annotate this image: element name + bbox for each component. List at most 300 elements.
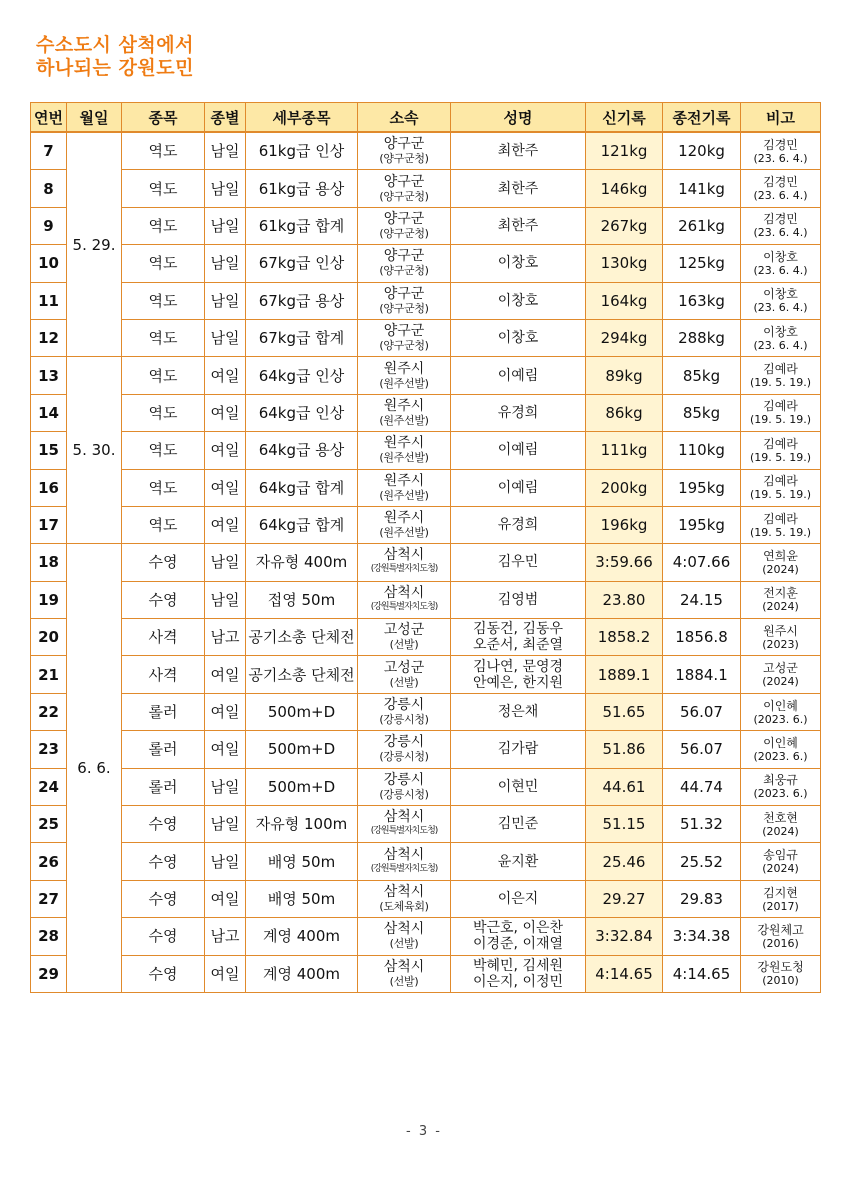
- row-category: 여일: [205, 357, 246, 394]
- row-sport: 역도: [122, 506, 205, 543]
- row-sport: 수영: [122, 918, 205, 955]
- row-no: 18: [31, 544, 67, 581]
- remark-holder: 연희윤: [763, 548, 798, 563]
- row-sport: 역도: [122, 282, 205, 319]
- row-sport: 역도: [122, 170, 205, 207]
- row-prev-record: 195kg: [663, 469, 741, 506]
- row-new-record: 51.65: [586, 693, 663, 730]
- remark-date: (2010): [762, 974, 799, 988]
- header-sport: 종목: [122, 103, 205, 133]
- row-new-record: 121kg: [586, 132, 663, 170]
- team-affiliation: (선발): [389, 937, 419, 951]
- row-new-record: 23.80: [586, 581, 663, 618]
- row-event: 자유형 400m: [246, 544, 358, 581]
- row-athlete: [451, 357, 586, 394]
- row-event: 67kg급 합계: [246, 319, 358, 356]
- table-row: [31, 506, 821, 543]
- row-sport: 사격: [122, 656, 205, 693]
- table-row: [31, 170, 821, 207]
- row-remark: [741, 282, 821, 319]
- table-row: [31, 768, 821, 805]
- row-team: [358, 319, 451, 356]
- remark-date: (19. 5. 19.): [749, 376, 812, 390]
- remark-date: (19. 5. 19.): [749, 525, 812, 539]
- row-category: 남고: [205, 918, 246, 955]
- row-new-record: 86kg: [586, 394, 663, 431]
- table-header-row: [31, 103, 821, 133]
- row-prev-record: 25.52: [663, 843, 741, 880]
- row-sport: 역도: [122, 319, 205, 356]
- remark-date: (23. 6. 4.): [753, 151, 808, 165]
- row-athlete: [451, 843, 586, 880]
- row-sport: 역도: [122, 394, 205, 431]
- team-affiliation: (강원특별자치도청): [370, 863, 438, 874]
- row-category: 남일: [205, 245, 246, 282]
- team-name: 양구군: [383, 136, 425, 153]
- row-category: 여일: [205, 469, 246, 506]
- row-prev-record: 85kg: [663, 394, 741, 431]
- table-row: [31, 918, 821, 955]
- row-no: 23: [31, 731, 67, 768]
- remark-holder: 김예라: [763, 436, 798, 451]
- table-row: [31, 245, 821, 282]
- row-new-record: 25.46: [586, 843, 663, 880]
- team-name: 원주시: [383, 510, 425, 527]
- athlete-name: 최한주: [497, 217, 539, 234]
- remark-holder: 송임규: [763, 848, 798, 863]
- row-event: 64kg급 합계: [246, 469, 358, 506]
- row-date: 5. 30.: [67, 357, 122, 544]
- row-event: 배영 50m: [246, 843, 358, 880]
- table-row: [31, 544, 821, 581]
- row-date: 6. 6.: [67, 544, 122, 993]
- row-no: 29: [31, 955, 67, 992]
- athlete-name: 김가람: [497, 741, 539, 758]
- athlete-name: 이창호: [497, 292, 539, 309]
- row-remark: [741, 843, 821, 880]
- remark-holder: 이창호: [763, 324, 798, 339]
- row-athlete: [451, 619, 586, 656]
- row-remark: [741, 656, 821, 693]
- row-no: 20: [31, 619, 67, 656]
- row-athlete: [451, 918, 586, 955]
- row-team: [358, 880, 451, 917]
- remark-holder: 김경민: [763, 175, 798, 190]
- team-name: 양구군: [383, 323, 425, 340]
- row-team: [358, 282, 451, 319]
- row-team: [358, 207, 451, 244]
- row-athlete: [451, 394, 586, 431]
- row-remark: [741, 693, 821, 730]
- row-team: [358, 469, 451, 506]
- remark-date: (2023. 6.): [753, 749, 808, 763]
- row-prev-record: 120kg: [663, 132, 741, 170]
- table-row: [31, 132, 821, 170]
- row-athlete: [451, 693, 586, 730]
- table-row: [31, 656, 821, 693]
- row-event: 500m+D: [246, 693, 358, 730]
- remark-date: (23. 6. 4.): [753, 263, 808, 277]
- row-prev-record: 29.83: [663, 880, 741, 917]
- row-event: 접영 50m: [246, 581, 358, 618]
- row-event: 64kg급 인상: [246, 394, 358, 431]
- row-remark: [741, 132, 821, 170]
- team-name: 고성군: [383, 622, 425, 639]
- team-name: 강릉시: [383, 697, 425, 714]
- row-category: 여일: [205, 955, 246, 992]
- row-category: 남일: [205, 170, 246, 207]
- athlete-name: 최한주: [497, 180, 539, 197]
- remark-holder: 이인혜: [763, 698, 798, 713]
- row-prev-record: 51.32: [663, 806, 741, 843]
- row-prev-record: 4:07.66: [663, 544, 741, 581]
- row-prev-record: 85kg: [663, 357, 741, 394]
- remark-date: (23. 6. 4.): [753, 189, 808, 203]
- row-new-record: 51.86: [586, 731, 663, 768]
- remark-date: (19. 5. 19.): [749, 413, 812, 427]
- row-prev-record: 3:34.38: [663, 918, 741, 955]
- row-team: [358, 132, 451, 170]
- remark-holder: 이창호: [763, 287, 798, 302]
- remark-holder: 원주시: [763, 623, 798, 638]
- table-row: [31, 357, 821, 394]
- row-sport: 역도: [122, 469, 205, 506]
- athlete-name: 이창호: [497, 330, 539, 347]
- row-event: 64kg급 인상: [246, 357, 358, 394]
- row-new-record: 200kg: [586, 469, 663, 506]
- row-new-record: 44.61: [586, 768, 663, 805]
- row-team: [358, 731, 451, 768]
- row-sport: 사격: [122, 619, 205, 656]
- row-sport: 롤러: [122, 768, 205, 805]
- row-no: 15: [31, 432, 67, 469]
- row-team: [358, 544, 451, 581]
- table-row: [31, 806, 821, 843]
- row-team: [358, 581, 451, 618]
- header-name: 성명: [451, 103, 586, 133]
- team-affiliation: (원주선발): [379, 413, 429, 427]
- athlete-name: 이창호: [497, 255, 539, 272]
- athlete-name: 최한주: [497, 143, 539, 160]
- row-no: 19: [31, 581, 67, 618]
- athlete-name: 김영범: [497, 591, 539, 608]
- table-row: [31, 955, 821, 992]
- row-event: 67kg급 인상: [246, 245, 358, 282]
- row-prev-record: 1856.8: [663, 619, 741, 656]
- row-athlete: [451, 955, 586, 992]
- row-event: 계영 400m: [246, 918, 358, 955]
- row-prev-record: 56.07: [663, 731, 741, 768]
- team-affiliation: (양구군청): [379, 339, 429, 353]
- team-affiliation: (원주선발): [379, 451, 429, 465]
- row-team: [358, 619, 451, 656]
- row-athlete: [451, 581, 586, 618]
- remark-date: (23. 6. 4.): [753, 226, 808, 240]
- row-category: 여일: [205, 394, 246, 431]
- header-team: 소속: [358, 103, 451, 133]
- row-new-record: 164kg: [586, 282, 663, 319]
- row-remark: [741, 432, 821, 469]
- row-category: 여일: [205, 731, 246, 768]
- team-name: 삼척시: [383, 809, 425, 826]
- row-prev-record: 288kg: [663, 319, 741, 356]
- team-name: 고성군: [383, 659, 425, 676]
- row-team: [358, 170, 451, 207]
- remark-holder: 천호현: [763, 810, 798, 825]
- team-name: 삼척시: [383, 921, 425, 938]
- team-name: 삼척시: [383, 584, 425, 601]
- row-category: 남일: [205, 806, 246, 843]
- row-no: 8: [31, 170, 67, 207]
- remark-date: (2016): [762, 936, 799, 950]
- row-no: 24: [31, 768, 67, 805]
- row-remark: [741, 544, 821, 581]
- row-sport: 역도: [122, 245, 205, 282]
- remark-date: (23. 6. 4.): [753, 338, 808, 352]
- remark-holder: 김예라: [763, 474, 798, 489]
- slogan-line-1: 수소도시 삼척에서: [36, 34, 194, 56]
- team-name: 원주시: [383, 435, 425, 452]
- row-sport: 수영: [122, 880, 205, 917]
- row-sport: 수영: [122, 581, 205, 618]
- row-no: 16: [31, 469, 67, 506]
- row-prev-record: 261kg: [663, 207, 741, 244]
- row-prev-record: 4:14.65: [663, 955, 741, 992]
- row-new-record: 89kg: [586, 357, 663, 394]
- row-event: 61kg급 용상: [246, 170, 358, 207]
- row-athlete: [451, 880, 586, 917]
- row-athlete: [451, 656, 586, 693]
- team-affiliation: (양구군청): [379, 301, 429, 315]
- table-row: [31, 581, 821, 618]
- row-sport: 수영: [122, 955, 205, 992]
- row-remark: [741, 581, 821, 618]
- row-new-record: 29.27: [586, 880, 663, 917]
- page-number: - 3 -: [406, 1124, 442, 1139]
- row-sport: 수영: [122, 843, 205, 880]
- row-sport: 롤러: [122, 693, 205, 730]
- row-prev-record: 163kg: [663, 282, 741, 319]
- slogan-logo: [36, 34, 194, 80]
- team-affiliation: (강원특별자치도청): [370, 826, 438, 837]
- remark-date: (2023. 6.): [753, 787, 808, 801]
- remark-holder: 강원체고: [757, 922, 804, 937]
- team-affiliation: (강원특별자치도청): [370, 564, 438, 575]
- team-name: 삼척시: [383, 884, 425, 900]
- row-event: 67kg급 용상: [246, 282, 358, 319]
- team-name: 삼척시: [383, 547, 425, 564]
- row-event: 61kg급 합계: [246, 207, 358, 244]
- row-prev-record: 125kg: [663, 245, 741, 282]
- row-team: [358, 955, 451, 992]
- records-table: [30, 102, 821, 993]
- team-affiliation: (도체육회): [379, 900, 429, 913]
- athlete-name: 윤지환: [497, 853, 539, 870]
- athlete-name: 이은지, 이정민: [472, 973, 564, 990]
- remark-holder: 이인혜: [763, 735, 798, 750]
- row-sport: 수영: [122, 544, 205, 581]
- row-category: 남일: [205, 768, 246, 805]
- row-category: 남일: [205, 207, 246, 244]
- row-event: 공기소총 단체전: [246, 619, 358, 656]
- remark-holder: 최웅규: [763, 773, 798, 788]
- athlete-name: 박근호, 이은찬: [472, 920, 564, 937]
- remark-date: (2024): [762, 862, 799, 876]
- header-date: 월일: [67, 103, 122, 133]
- team-name: 삼척시: [383, 846, 425, 863]
- row-remark: [741, 469, 821, 506]
- remark-holder: 김예라: [763, 362, 798, 377]
- row-new-record: 4:14.65: [586, 955, 663, 992]
- row-sport: 수영: [122, 806, 205, 843]
- row-remark: [741, 619, 821, 656]
- row-new-record: 1858.2: [586, 619, 663, 656]
- row-remark: [741, 207, 821, 244]
- team-affiliation: (강릉시청): [379, 750, 429, 764]
- row-remark: [741, 955, 821, 992]
- row-category: 남일: [205, 843, 246, 880]
- row-athlete: [451, 170, 586, 207]
- row-team: [358, 245, 451, 282]
- team-affiliation: (원주선발): [379, 526, 429, 540]
- row-no: 21: [31, 656, 67, 693]
- table-row: [31, 619, 821, 656]
- remark-date: (2024): [762, 824, 799, 838]
- row-no: 7: [31, 132, 67, 170]
- team-affiliation: (양구군청): [379, 189, 429, 203]
- athlete-name: 이경준, 이재열: [472, 936, 564, 953]
- row-remark: [741, 170, 821, 207]
- remark-date: (2024): [762, 675, 799, 689]
- athlete-name: 이은지: [497, 891, 539, 907]
- row-no: 26: [31, 843, 67, 880]
- row-prev-record: 24.15: [663, 581, 741, 618]
- team-name: 양구군: [383, 248, 425, 265]
- table-row: [31, 282, 821, 319]
- header-prev-record: 종전기록: [663, 103, 741, 133]
- row-athlete: [451, 806, 586, 843]
- row-event: 64kg급 합계: [246, 506, 358, 543]
- athlete-name: 김우민: [497, 554, 539, 571]
- team-affiliation: (선발): [389, 638, 419, 652]
- team-name: 삼척시: [383, 958, 425, 975]
- row-event: 공기소총 단체전: [246, 656, 358, 693]
- row-category: 남일: [205, 544, 246, 581]
- row-new-record: 3:59.66: [586, 544, 663, 581]
- row-team: [358, 357, 451, 394]
- row-athlete: [451, 469, 586, 506]
- table-row: [31, 880, 821, 917]
- remark-date: (2023): [762, 637, 799, 651]
- row-remark: [741, 731, 821, 768]
- row-athlete: [451, 245, 586, 282]
- table-row: [31, 693, 821, 730]
- row-no: 13: [31, 357, 67, 394]
- team-name: 양구군: [383, 210, 425, 227]
- team-name: 양구군: [383, 173, 425, 190]
- athlete-name: 이예림: [497, 479, 539, 496]
- row-event: 64kg급 용상: [246, 432, 358, 469]
- team-affiliation: (강원특별자치도청): [370, 601, 438, 612]
- athlete-name: 이예림: [497, 367, 539, 384]
- row-new-record: 146kg: [586, 170, 663, 207]
- row-remark: [741, 880, 821, 917]
- row-event: 자유형 100m: [246, 806, 358, 843]
- athlete-name: 오준서, 최준열: [472, 637, 564, 654]
- table-row: [31, 843, 821, 880]
- athlete-name: 박혜민, 김세원: [472, 957, 564, 974]
- table-row: [31, 319, 821, 356]
- athlete-name: 김나연, 문영경: [472, 658, 564, 675]
- row-sport: 역도: [122, 357, 205, 394]
- row-no: 11: [31, 282, 67, 319]
- row-athlete: [451, 282, 586, 319]
- row-athlete: [451, 544, 586, 581]
- athlete-name: 유경희: [497, 517, 539, 534]
- row-category: 남일: [205, 132, 246, 170]
- header-new-record: 신기록: [586, 103, 663, 133]
- row-no: 9: [31, 207, 67, 244]
- table-row: [31, 432, 821, 469]
- row-category: 남일: [205, 282, 246, 319]
- row-team: [358, 656, 451, 693]
- row-new-record: 130kg: [586, 245, 663, 282]
- row-prev-record: 141kg: [663, 170, 741, 207]
- row-no: 10: [31, 245, 67, 282]
- team-affiliation: (강릉시청): [379, 713, 429, 727]
- row-event: 500m+D: [246, 768, 358, 805]
- row-prev-record: 56.07: [663, 693, 741, 730]
- remark-holder: 김경민: [763, 137, 798, 152]
- table-row: [31, 731, 821, 768]
- team-affiliation: (원주선발): [379, 376, 429, 390]
- header-category: 종별: [205, 103, 246, 133]
- athlete-name: 이예림: [497, 442, 539, 459]
- row-prev-record: 44.74: [663, 768, 741, 805]
- row-athlete: [451, 319, 586, 356]
- table-row: [31, 469, 821, 506]
- team-name: 양구군: [383, 285, 425, 302]
- team-affiliation: (양구군청): [379, 264, 429, 278]
- row-new-record: 111kg: [586, 432, 663, 469]
- team-affiliation: (양구군청): [379, 152, 429, 166]
- remark-date: (19. 5. 19.): [749, 488, 812, 502]
- row-new-record: 196kg: [586, 506, 663, 543]
- row-remark: [741, 918, 821, 955]
- row-athlete: [451, 768, 586, 805]
- row-category: 남일: [205, 581, 246, 618]
- row-no: 12: [31, 319, 67, 356]
- remark-holder: 김경민: [763, 212, 798, 227]
- row-event: 배영 50m: [246, 880, 358, 917]
- athlete-name: 유경희: [497, 404, 539, 421]
- row-remark: [741, 357, 821, 394]
- row-remark: [741, 319, 821, 356]
- row-prev-record: 110kg: [663, 432, 741, 469]
- row-date: 5. 29.: [67, 132, 122, 357]
- remark-holder: 김예라: [763, 511, 798, 526]
- row-category: 여일: [205, 693, 246, 730]
- row-team: [358, 432, 451, 469]
- row-athlete: [451, 132, 586, 170]
- row-new-record: 294kg: [586, 319, 663, 356]
- row-new-record: 3:32.84: [586, 918, 663, 955]
- table-row: [31, 394, 821, 431]
- row-athlete: [451, 506, 586, 543]
- row-event: 61kg급 인상: [246, 132, 358, 170]
- remark-holder: 강원도청: [757, 960, 804, 975]
- row-remark: [741, 245, 821, 282]
